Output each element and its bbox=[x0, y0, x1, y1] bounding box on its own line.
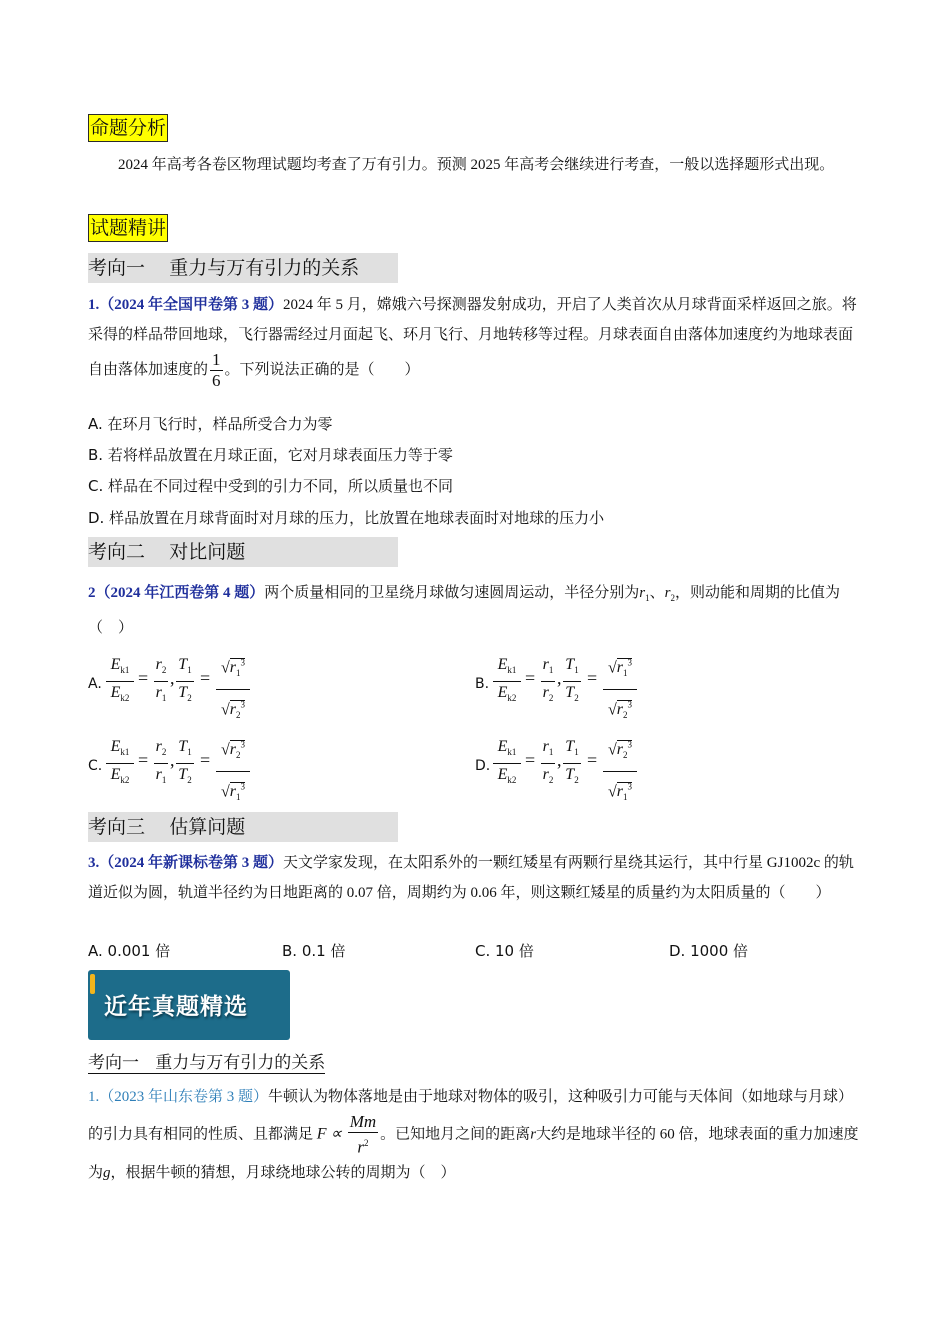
var-r2: $r_2$ bbox=[664, 585, 675, 603]
q3-option-d: D. 1000 倍 bbox=[669, 942, 749, 960]
topic-heading-3: 考向三 估算问题 bbox=[88, 812, 398, 842]
q1-option-d: D. 样品放置在月球背面时对月球的压力，比放置在地球表面时对地球的压力小 bbox=[88, 509, 605, 527]
section-label: 试题精讲 bbox=[88, 214, 168, 242]
q1-option-a: A. 在环月飞行时，样品所受合力为零 bbox=[88, 415, 333, 433]
q3-option-c: C. 10 倍 bbox=[475, 942, 534, 960]
q3-option-b: B. 0.1 倍 bbox=[282, 942, 346, 960]
ek-ratio: $E_{k1}$ $E_{k2}$ bbox=[493, 654, 521, 709]
section-heading-analysis bbox=[88, 114, 860, 142]
option-label: C. bbox=[88, 758, 103, 774]
banner-accent bbox=[90, 974, 95, 994]
topic-heading-2: 考向二 对比问题 bbox=[88, 537, 398, 567]
t-ratio: $T_1$ $T_2$ bbox=[563, 736, 581, 791]
question-3: 3.（2024 年新课标卷第 3 题）天文学家发现，在太阳系外的一颗红矮星有两颗行星绕其运行，其中行星 GJ1002c 的轨道近似为圆，轨道半径约为日地距离的 0.07 倍，周期约为 0.06 年，则这颗红矮星的质量约为太阳质量的（ ） bbox=[88, 855, 854, 901]
sqrt-ratio: $√r_1^3$ $√r_2^3$ bbox=[603, 648, 637, 730]
t-ratio: $T_1$ $T_2$ bbox=[176, 736, 194, 791]
q2-option-d: D. $E_{k1}$ $E_{k2}$ = $r_1$ $r_2$ , $T_1$ $T_2$ = $√r_2^3$ $√r_1^3$ bbox=[475, 730, 675, 800]
q1-option-b: B. 若将样品放置在月球正面，它对月球表面压力等于零 bbox=[88, 446, 453, 464]
q2-option-c: C. $E_{k1}$ $E_{k2}$ = $r_2$ $r_1$ , $T_1$ $T_2$ = $√r_2^3$ $√r_1^3$ bbox=[88, 730, 288, 800]
intro-paragraph: 2024 年高考各卷区物理试题均考查了万有引力。预测 2025 年高考会继续进行考查，一般以选择题形式出现。 bbox=[118, 157, 835, 173]
r-ratio: $r_1$ $r_2$ bbox=[542, 656, 554, 704]
r-ratio: $r_2$ $r_1$ bbox=[155, 738, 167, 786]
ek-ratio: $E_{k1}$ $E_{k2}$ bbox=[106, 654, 134, 709]
recent-exams-banner bbox=[88, 970, 290, 1040]
option-label: A. bbox=[88, 676, 102, 692]
formula-lhs: F ∝ bbox=[316, 1125, 342, 1143]
fraction-one-sixth: $\frac{1}{6}$ bbox=[212, 350, 221, 390]
section-label: 命题分析 bbox=[88, 114, 168, 142]
question-1: 1.（2024 年全国甲卷第 3 题）2024 年 5 月，嫦娥六号探测器发射成功，开启了人类首次从月球背面采样返回之旅。将采得的样品带回地球，飞行器需经过月面起飞、环月飞行、月地转移等过程。月球表面自由落体加速度约为地球表面自由落体加速度的 $\frac{1}{6}$ 。下列说法正确的是（ ） bbox=[88, 297, 857, 390]
ek-ratio: $E_{k1}$ $E_{k2}$ bbox=[493, 736, 521, 791]
option-label: D. bbox=[475, 758, 491, 774]
sqrt-ratio: $√r_2^3$ $√r_1^3$ bbox=[216, 730, 250, 812]
q1-option-c: C. 样品在不同过程中受到的引力不同，所以质量也不同 bbox=[88, 477, 454, 495]
banner-label: 近年真题精选 bbox=[104, 994, 248, 1020]
sqrt-ratio: $√r_2^3$ $√r_1^3$ bbox=[603, 730, 637, 812]
section-heading-lecture bbox=[88, 214, 860, 242]
topic-heading-1: 考向一 重力与万有引力的关系 bbox=[88, 253, 398, 283]
formula-fraction: $\frac{Mm}{r^2}$ bbox=[349, 1112, 377, 1157]
ek-ratio: $E_{k1}$ $E_{k2}$ bbox=[106, 736, 134, 791]
topic-heading-1b: 考向一 重力与万有引力的关系 bbox=[88, 1053, 326, 1073]
t-ratio: $T_1$ $T_2$ bbox=[563, 654, 581, 709]
q2-option-a: A. $E_{k1}$ $E_{k2}$ = $r_2$ $r_1$ , $T_1$ $T_2$ = $√r_1^3$ $√r_2^3$ bbox=[88, 648, 288, 718]
var-r1: $r_1$ bbox=[639, 585, 650, 603]
r-ratio: $r_1$ $r_2$ bbox=[542, 738, 554, 786]
question-2: 2（2024 年江西卷第 4 题）两个质量相同的卫星绕月球做匀速圆周运动，半径分别为$r_1$、$r_2$，则动能和周期的比值为（ ） bbox=[88, 585, 840, 636]
sqrt-ratio: $√r_1^3$ $√r_2^3$ bbox=[216, 648, 250, 730]
option-label: B. bbox=[475, 676, 490, 692]
t-ratio: $T_1$ $T_2$ bbox=[176, 654, 194, 709]
q3-option-a: A. 0.001 倍 bbox=[88, 942, 171, 960]
q2-option-b: B. $E_{k1}$ $E_{k2}$ = $r_1$ $r_2$ , $T_1$ $T_2$ = $√r_1^3$ $√r_2^3$ bbox=[475, 648, 675, 718]
r-ratio: $r_2$ $r_1$ bbox=[155, 656, 167, 704]
question-4: 1.（2023 年山东卷第 3 题）牛顿认为物体落地是由于地球对物体的吸引，这种吸引力可能与天体间（如地球与月球）的引力具有相同的性质、且都满足 F ∝ $\frac{Mm}{r^2}$ 。已知地月之间的距离r大约是地球半径的 60 倍，地球表面的重力加速度为g，根据牛顿的猜想，月球绕地球公转的周期为（ ） bbox=[88, 1089, 859, 1181]
